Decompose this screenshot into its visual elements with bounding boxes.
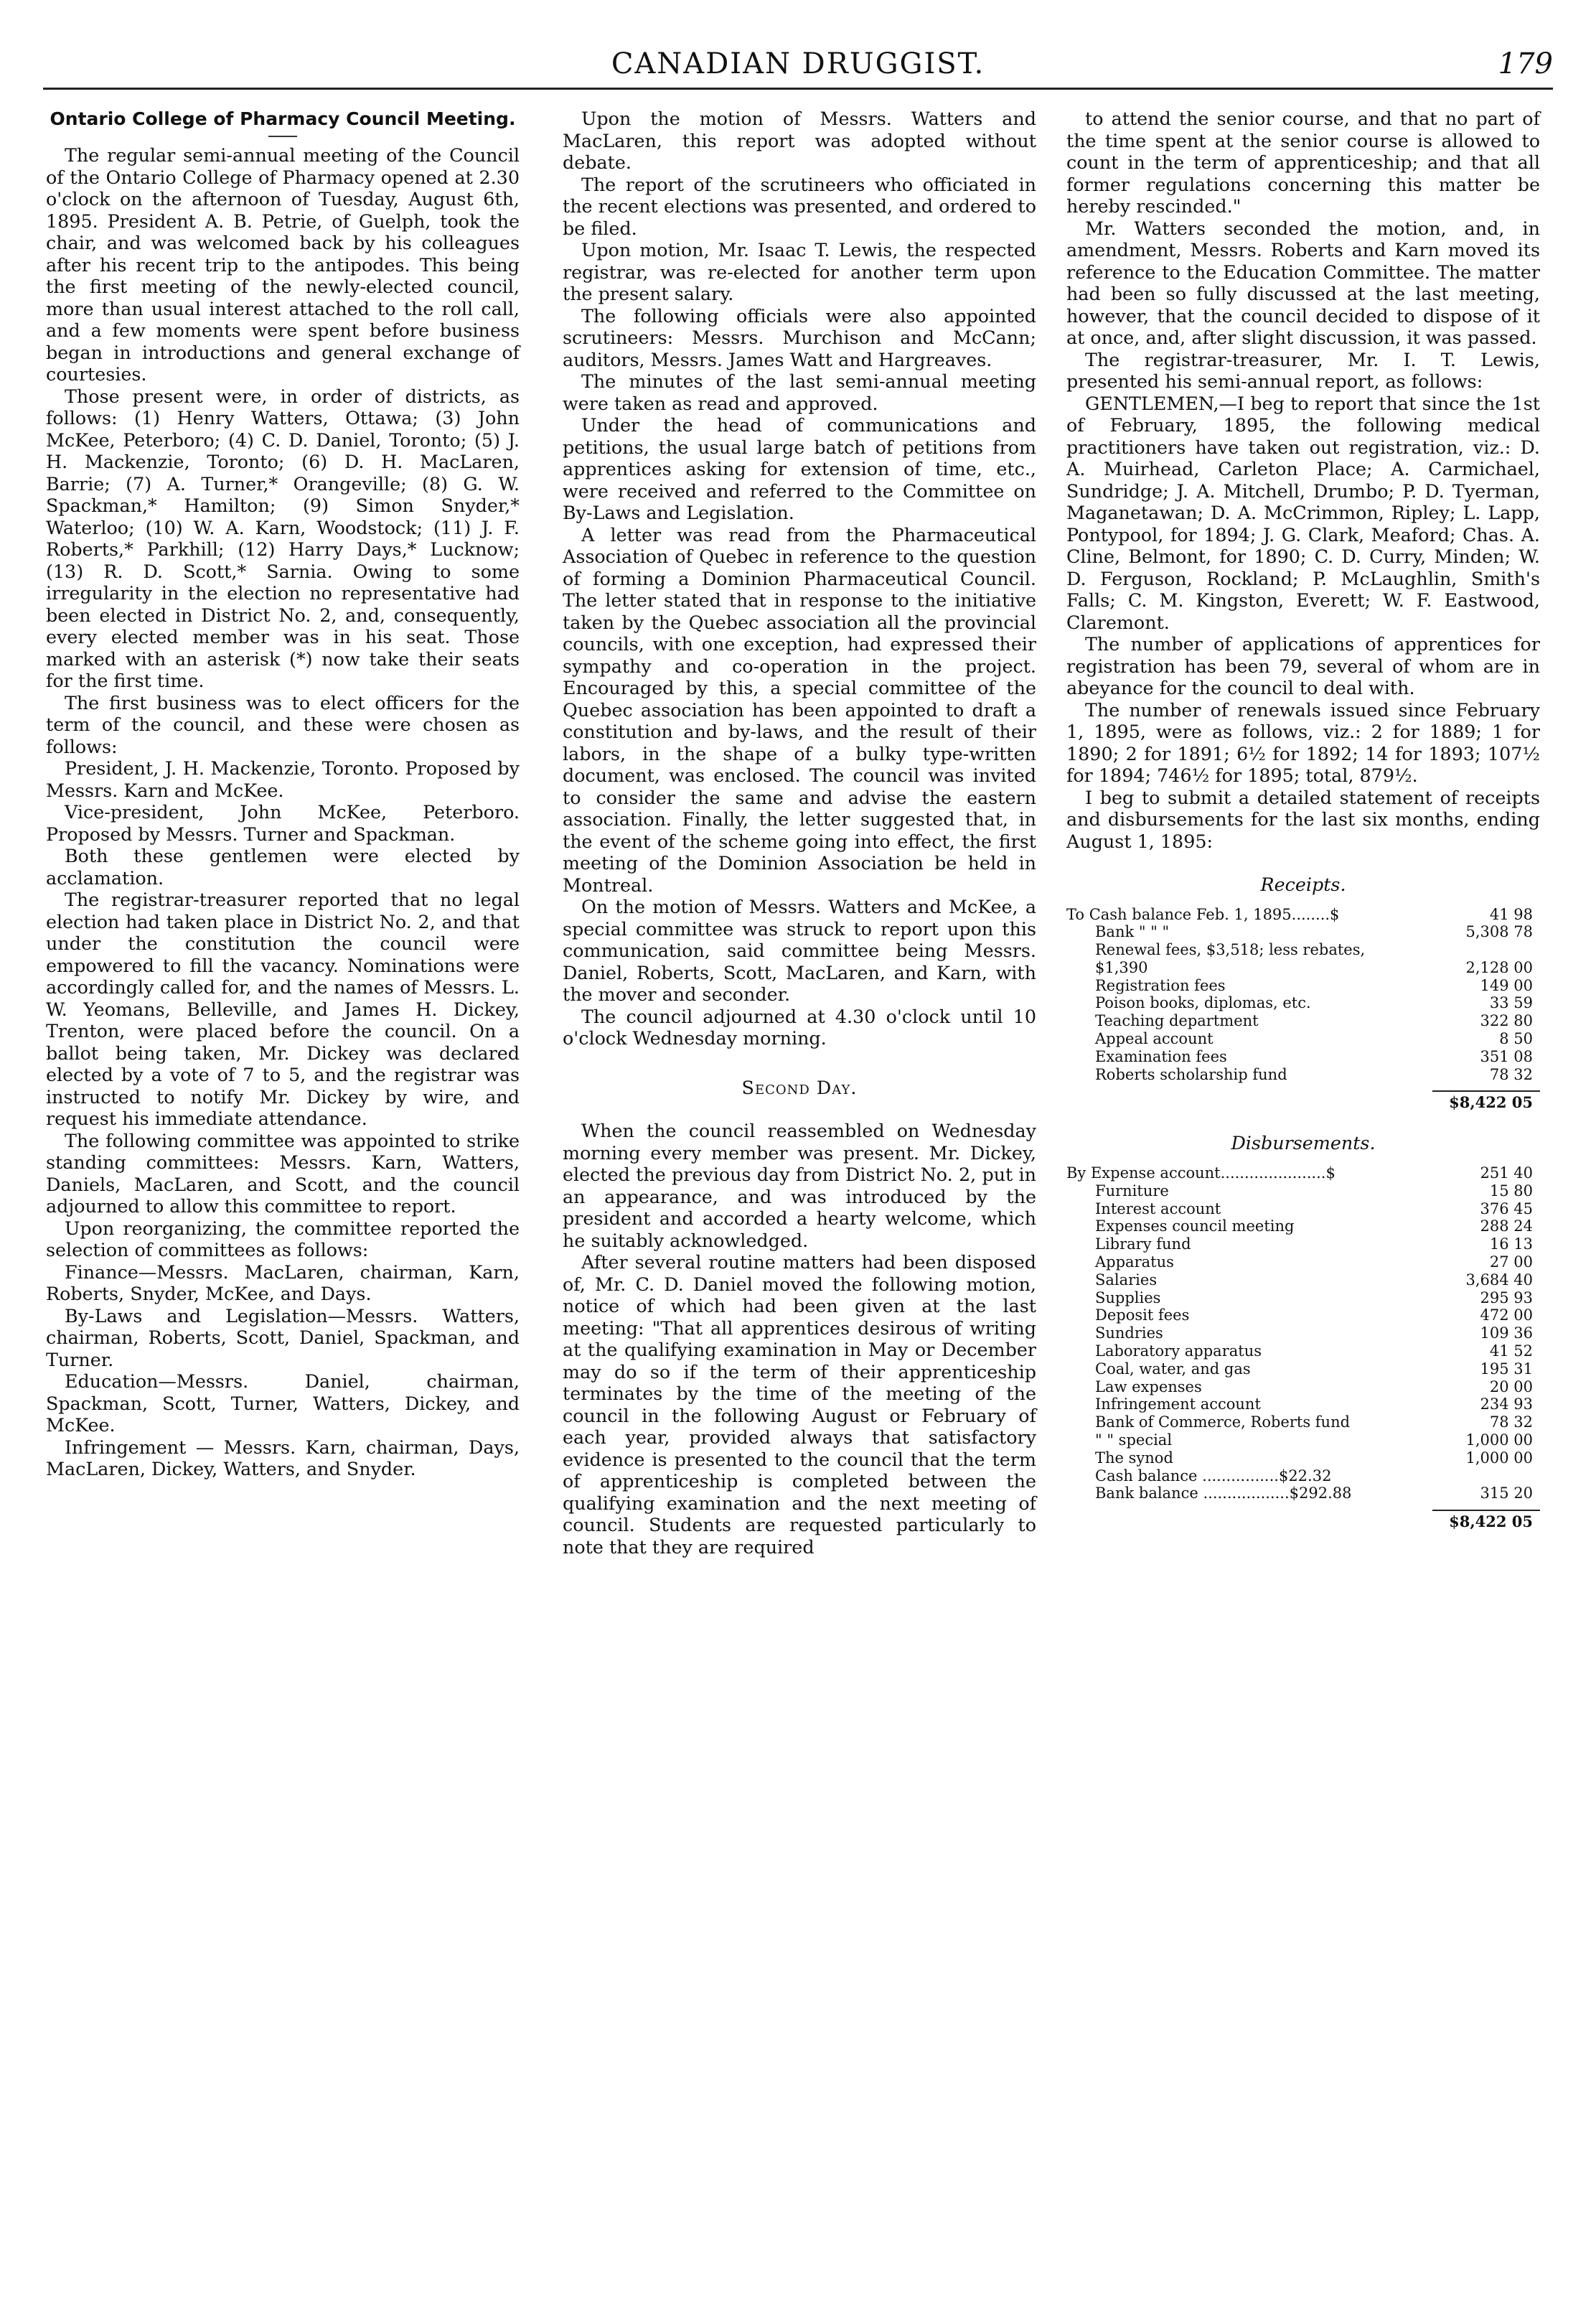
account-row xyxy=(1066,1200,1540,1218)
paragraph: Upon motion, Mr. Isaac T. Lewis, the respected registrar, was re-elected for another term upon the present salary. xyxy=(563,239,1036,304)
account-row xyxy=(1066,1012,1540,1030)
receipts-total: $8,422 05 xyxy=(1432,1090,1540,1110)
account-amount: 149 00 xyxy=(1480,976,1533,994)
account-amount: 5,308 78 xyxy=(1465,923,1533,941)
account-row xyxy=(1066,977,1540,995)
paragraph: The following officials were also appointed scrutineers: Messrs. Murchison and McCann; auditors, Messrs. James Watt and Hargreaves. xyxy=(563,304,1036,370)
paragraph: By-Laws and Legislation—Messrs. Watters, chairman, Roberts, Scott, Daniel, Spackman, and Turner. xyxy=(46,1304,520,1370)
paragraph: The number of renewals issued since February 1, 1895, were as follows, viz.: 2 for 1889; 1 for 1890; 2 for 1891; 6½ for 1892; 14 for 1893; 107½ for 1894; 746½ for 1895; total, 879½. xyxy=(1066,698,1540,786)
account-row xyxy=(1066,994,1540,1012)
account-label: Bank " " " xyxy=(1095,923,1170,941)
paragraph: A letter was read from the Pharmaceutical Association of Quebec in reference to the question of forming a Dominion Pharmaceutical Council. The letter stated that in response to the initiative taken by the Quebec association all the provincial councils, with one exception, had expressed their sympathy and co-operation in the project. Encouraged by this, a special committee of the Quebec association has been appointed to draft a constitution and by-laws, and the result of their labors, in the shape of a bulky type-written document, was enclosed. The council was invited to consider the same and advise the eastern association. Finally, the letter suggested that, in the event of the scheme going into effect, the first meeting of the Dominion Association be held in Montreal. xyxy=(563,523,1036,896)
account-label: Salaries xyxy=(1095,1271,1158,1289)
account-label: Infringement account xyxy=(1095,1395,1261,1413)
column-2-text-a xyxy=(563,108,1036,1049)
account-label: Deposit fees xyxy=(1095,1306,1190,1324)
receipts-table xyxy=(1066,906,1540,1084)
account-amount: 288 24 xyxy=(1480,1217,1533,1235)
receipts-heading: Receipts. xyxy=(1260,874,1346,895)
account-label: To Cash balance Feb. 1, 1895........$ xyxy=(1066,905,1340,923)
account-label: Bank balance ..................$292.88 xyxy=(1095,1484,1352,1502)
account-label: " " special xyxy=(1095,1431,1173,1449)
title-divider xyxy=(268,136,297,137)
account-amount: 8 50 xyxy=(1499,1030,1533,1048)
account-row xyxy=(1066,1235,1540,1253)
paragraph: Those present were, in order of districts, as follows: (1) Henry Watters, Ottawa; (3) John McKee, Peterboro; (4) C. D. Daniel, Toronto; (5) J. H. Mackenzie, Toronto; (6) D. H. MacLaren, Barrie; (7) A. Turner,* Orangeville; (8) G. W. Spackman,* Hamilton; (9) Simon Snyder,* Waterloo; (10) W. A. Karn, Woodstock; (11) J. F. Roberts,* Parkhill; (12) Harry Days,* Lucknow; (13) R. D. Scott,* Sarnia. Owing to some irregularity in the election no representative had been elected in District No. 2, and, consequently, every elected member was in his seat. Those marked with an asterisk (*) now take their seats for the first time. xyxy=(46,385,520,691)
account-amount: 109 36 xyxy=(1480,1324,1533,1342)
paragraph: Infringement — Messrs. Karn, chairman, Days, MacLaren, Dickey, Watters, and Snyder. xyxy=(46,1436,520,1479)
account-label: Renewal fees, $3,518; less rebates, xyxy=(1095,941,1366,959)
second-day-heading: Second Day. xyxy=(741,1076,858,1098)
page-header xyxy=(43,47,1553,90)
header-rule xyxy=(43,88,1553,90)
account-row xyxy=(1066,1306,1540,1324)
account-row xyxy=(1066,1378,1540,1396)
article-title: Ontario College of Pharmacy Council Meeting. xyxy=(50,108,516,129)
paragraph: Education—Messrs. Daniel, chairman, Spackman, Scott, Turner, Watters, Dickey, and McKee. xyxy=(46,1370,520,1436)
account-label: Library fund xyxy=(1095,1235,1191,1253)
paragraph: The following committee was appointed to strike standing committees: Messrs. Karn, Watters, Daniels, MacLaren, and Scott, and the council adjourned to allow this committee to report. xyxy=(46,1129,520,1217)
paragraph: The minutes of the last semi-annual meeting were taken as read and approved. xyxy=(563,370,1036,414)
account-row xyxy=(1066,1395,1540,1413)
disbursements-total: $8,422 05 xyxy=(1432,1510,1540,1530)
account-label: Expenses council meeting xyxy=(1095,1217,1295,1235)
column-3 xyxy=(1066,108,1540,1534)
disbursements-heading: Disbursements. xyxy=(1231,1132,1376,1154)
paragraph: Upon the motion of Messrs. Watters and MacLaren, this report was adopted without debate. xyxy=(563,108,1036,173)
account-label: Roberts scholarship fund xyxy=(1095,1065,1287,1083)
account-amount: 195 31 xyxy=(1480,1360,1533,1378)
account-amount: 376 45 xyxy=(1480,1200,1533,1217)
account-label: Examination fees xyxy=(1095,1047,1227,1065)
account-row xyxy=(1066,1289,1540,1307)
account-row xyxy=(1066,959,1540,977)
account-row xyxy=(1066,1467,1540,1485)
account-label: Supplies xyxy=(1095,1289,1161,1306)
account-amount: 1,000 00 xyxy=(1465,1449,1533,1467)
account-amount: 234 93 xyxy=(1480,1395,1533,1413)
paragraph: Upon reorganizing, the committee reported the selection of committees as follows: xyxy=(46,1217,520,1261)
paragraph: GENTLEMEN,—I beg to report that since the 1st of February, 1895, the following medical practitioners have taken out registration, viz.: D. A. Muirhead, Carleton Place; A. Carmichael, Sundridge; J. A. Mitchell, Drumbo; P. D. Tyerman, Maganetawan; D. A. McCrimmon, Ripley; L. Lapp, Pontypool, for 1894; J. G. Clark, Meaford; Chas. A. Cline, Belmont, for 1890; C. D. Curry, Minden; W. D. Ferguson, Rockland; P. McLaughlin, Smith's Falls; C. M. Kingston, Everett; W. F. Eastwood, Claremont. xyxy=(1066,392,1540,633)
disbursements-table xyxy=(1066,1164,1540,1502)
account-row xyxy=(1066,1253,1540,1271)
account-row xyxy=(1066,1484,1540,1502)
paragraph: The number of applications of apprentices for registration has been 79, several of whom are in abeyance for the council to deal with. xyxy=(1066,633,1540,698)
paragraph: Under the head of communications and petitions, the usual large batch of petitions from apprentices asking for extension of time, etc., were received and referred to the Committee on By-Laws and Legislation. xyxy=(563,414,1036,523)
paragraph: The council adjourned at 4.30 o'clock until 10 o'clock Wednesday morning. xyxy=(563,1005,1036,1049)
column-3-text xyxy=(1066,108,1540,852)
account-amount: 322 80 xyxy=(1480,1012,1533,1030)
account-label: By Expense account......................$ xyxy=(1066,1164,1336,1182)
account-amount: 295 93 xyxy=(1480,1289,1533,1306)
account-amount: 2,128 00 xyxy=(1465,958,1533,976)
paragraph: The registrar-treasurer, Mr. I. T. Lewis, presented his semi-annual report, as follows: xyxy=(1066,348,1540,392)
account-row xyxy=(1066,1271,1540,1289)
paragraph: to attend the senior course, and that no part of the time spent at the senior course is allowed to count in the term of apprenticeship; and that all former regulations concerning this matter be hereby rescinded." xyxy=(1066,108,1540,217)
account-label: Apparatus xyxy=(1095,1253,1174,1271)
page-number: 179 xyxy=(1498,47,1553,80)
account-row xyxy=(1066,1066,1540,1084)
account-label: Appeal account xyxy=(1095,1030,1214,1048)
account-amount: 78 32 xyxy=(1489,1065,1533,1083)
account-label: Registration fees xyxy=(1095,976,1226,994)
account-label: Furniture xyxy=(1095,1182,1169,1200)
paragraph: The first business was to elect officers for the term of the council, and these were chosen as follows: xyxy=(46,691,520,757)
account-label: Teaching department xyxy=(1095,1012,1259,1030)
account-label: Interest account xyxy=(1095,1200,1221,1217)
account-amount: 351 08 xyxy=(1480,1047,1533,1065)
paragraph: After several routine matters had been disposed of, Mr. C. D. Daniel moved the following motion, notice of which had been given at the last meeting: "That all apprentices desirous of writing at the qualifying examination in May or December may do so if the term of their apprenticeship terminates by the time of the meeting of the council in the following August or February of each year, provided always that satisfactory evidence is presented to the council that the term of apprenticeship is completed between the qualifying examination and the next meeting of council. Students are requested particularly to note that they are required xyxy=(563,1251,1036,1558)
account-label: Sundries xyxy=(1095,1324,1163,1342)
account-amount: 20 00 xyxy=(1489,1378,1533,1395)
account-amount: 16 13 xyxy=(1489,1235,1533,1253)
account-row xyxy=(1066,1324,1540,1342)
account-amount: 315 20 xyxy=(1480,1484,1533,1502)
account-row xyxy=(1066,1413,1540,1431)
column-1 xyxy=(46,108,520,1480)
account-label: Law expenses xyxy=(1095,1378,1202,1395)
account-row xyxy=(1066,941,1540,959)
paragraph: Both these gentlemen were elected by acclamation. xyxy=(46,845,520,889)
account-amount: 251 40 xyxy=(1480,1164,1533,1182)
account-amount: 27 00 xyxy=(1489,1253,1533,1271)
account-amount: 472 00 xyxy=(1480,1306,1533,1324)
paragraph: On the motion of Messrs. Watters and McKee, a special committee was struck to report upon this communication, said committee being Messrs. Daniel, Roberts, Scott, MacLaren, and Karn, with the mover and seconder. xyxy=(563,896,1036,1005)
account-row xyxy=(1066,1217,1540,1235)
paragraph: Finance—Messrs. MacLaren, chairman, Karn, Roberts, Snyder, McKee, and Days. xyxy=(46,1261,520,1304)
paragraph: When the council reassembled on Wednesday morning every member was present. Mr. Dickey, elected the previous day from District No. 2, put in an appearance, and was introduced by the president and accorded a hearty welcome, which he suitably acknowledged. xyxy=(563,1120,1036,1251)
account-label: Bank of Commerce, Roberts fund xyxy=(1095,1413,1351,1431)
column-1-text xyxy=(46,144,520,1480)
paragraph: I beg to submit a detailed statement of receipts and disbursements for the last six months, ending August 1, 1895: xyxy=(1066,786,1540,852)
account-amount: 33 59 xyxy=(1489,994,1533,1012)
paragraph: President, J. H. Mackenzie, Toronto. Proposed by Messrs. Karn and McKee. xyxy=(46,757,520,801)
account-label: Laboratory apparatus xyxy=(1095,1342,1262,1360)
account-amount: 41 52 xyxy=(1489,1342,1533,1360)
paragraph: The registrar-treasurer reported that no legal election had taken place in District No. 2, and that under the constitution the council were empowered to fill the vacancy. Nominations were accordingly called for, and the names of Messrs. L. W. Yeomans, Belleville, and James H. Dickey, Trenton, were placed before the council. On a ballot being taken, Mr. Dickey was declared elected by a vote of 7 to 5, and the registrar was instructed to notify Mr. Dickey by wire, and request his immediate attendance. xyxy=(46,889,520,1129)
paragraph: The regular semi-annual meeting of the Council of the Ontario College of Pharmacy opened at 2.30 o'clock on the afternoon of Tuesday, August 6th, 1895. President A. B. Petrie, of Guelph, took the chair, and was welcomed back by his colleagues after his recent trip to the antipodes. This being the first meeting of the newly-elected council, more than usual interest attached to the roll call, and a few moments were spent before business began in introductions and general exchange of courtesies. xyxy=(46,144,520,385)
account-label: Poison books, diplomas, etc. xyxy=(1095,994,1311,1012)
account-amount: 3,684 40 xyxy=(1465,1271,1533,1289)
account-label: The synod xyxy=(1095,1449,1173,1467)
account-row xyxy=(1066,906,1540,924)
account-label: $1,390 xyxy=(1095,958,1148,976)
account-amount: 15 80 xyxy=(1489,1182,1533,1200)
account-row xyxy=(1066,1431,1540,1449)
paragraph: Mr. Watters seconded the motion, and, in amendment, Messrs. Roberts and Karn moved its reference to the Education Committee. The matter had been so fully discussed at the last meeting, however, that the council decided to dispose of it at once, and, after slight discussion, it was passed. xyxy=(1066,217,1540,348)
account-amount: 1,000 00 xyxy=(1465,1431,1533,1449)
account-row xyxy=(1066,1449,1540,1467)
account-row xyxy=(1066,1048,1540,1066)
account-row xyxy=(1066,1360,1540,1378)
paragraph: The report of the scrutineers who officiated in the recent elections was presented, and ordered to be filed. xyxy=(563,173,1036,239)
publication-title: CANADIAN DRUGGIST. xyxy=(611,47,985,80)
account-row xyxy=(1066,1182,1540,1200)
account-amount: 41 98 xyxy=(1489,905,1533,923)
column-2 xyxy=(563,108,1036,1558)
account-row xyxy=(1066,1342,1540,1360)
account-row xyxy=(1066,1030,1540,1048)
column-2-text-b xyxy=(563,1120,1036,1558)
account-row xyxy=(1066,1164,1540,1182)
account-amount: 78 32 xyxy=(1489,1413,1533,1431)
account-label: Coal, water, and gas xyxy=(1095,1360,1251,1378)
account-row xyxy=(1066,923,1540,941)
paragraph: Vice-president, John McKee, Peterboro. Proposed by Messrs. Turner and Spackman. xyxy=(46,801,520,845)
account-label: Cash balance ................$22.32 xyxy=(1095,1467,1332,1484)
